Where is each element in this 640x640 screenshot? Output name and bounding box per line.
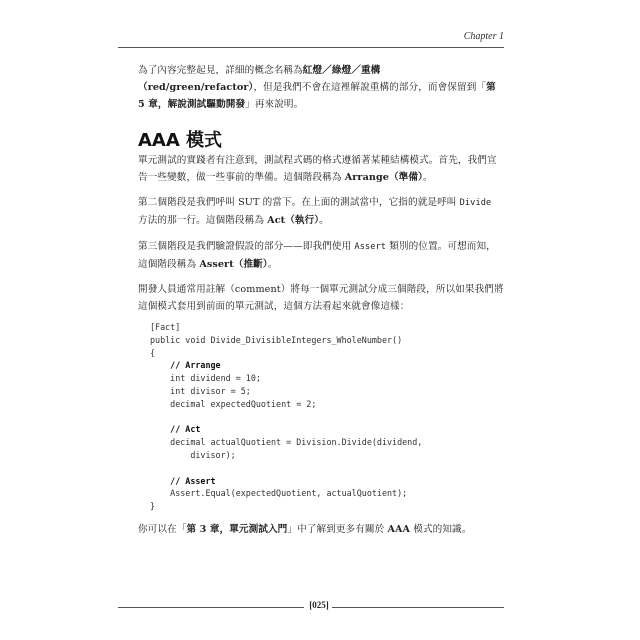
header-rule	[118, 47, 504, 48]
code-line: public void Divide_DivisibleIntegers_WholeNumber()	[150, 334, 403, 345]
intro-paragraph	[138, 62, 504, 113]
outro-text: 你可以在「	[138, 524, 187, 535]
code-comment-act: // Act	[150, 424, 201, 435]
intro-chapter-ref: 第 5 章，解說測試驅動開發	[138, 82, 496, 110]
assert-paragraph	[138, 238, 504, 273]
intro-text: 為了內容完整起見，詳細的概念名稱為	[138, 65, 303, 76]
outro-term: AAA	[387, 524, 411, 535]
page-number-value: 025	[312, 600, 326, 610]
act-text-mid: 方法的那一行。這個階段稱為	[138, 215, 268, 226]
outro-text-mid: 」中了解到更多有關於	[287, 524, 388, 535]
outro-text-end: 模式的知識。	[410, 524, 472, 535]
footer-rule-left	[118, 607, 304, 608]
outro-paragraph	[138, 521, 504, 538]
page-number: [025]	[309, 600, 329, 610]
code-line: {	[150, 347, 156, 358]
code-line: divisor);	[150, 449, 236, 460]
comment-paragraph: 開發人員通常用註解（comment）將每一個單元測試分成三個階段，所以如果我們將這個模式套用到前面的單元測試，這個方法看起來就會像這樣：	[138, 284, 504, 312]
section-title: AAA 模式	[138, 130, 223, 151]
code-line: [Fact]	[150, 322, 181, 332]
page-footer	[118, 600, 504, 614]
arrange-term: Arrange（準備）	[344, 172, 423, 183]
footer-rule-right	[332, 607, 504, 608]
assert-code: Assert	[354, 242, 387, 252]
intro-text-end: 」再來說明。	[245, 99, 304, 110]
code-line: int dividend = 10;	[150, 373, 261, 384]
arrange-text: 單元測試的實踐者有注意到，測試程式碼的格式遵循著某種結構模式。首先，我們宣告一些變數，做一些事前的準備。這個階段稱為	[138, 155, 497, 183]
code-line: decimal actualQuotient = Division.Divide(dividend,	[150, 437, 423, 448]
code-line: }	[150, 501, 156, 512]
arrange-paragraph	[138, 152, 504, 186]
outro-chapter-ref: 第 3 章，單元測試入門	[186, 524, 288, 535]
arrange-text-end: 。	[422, 172, 433, 183]
code-comment-assert: // Assert	[150, 475, 216, 486]
intro-text-mid: ，但是我們不會在這裡解說重構的部分，而會保留到「	[253, 82, 487, 93]
code-line: decimal expectedQuotient = 2;	[150, 398, 317, 409]
code-line: Assert.Equal(expectedQuotient, actualQuotient);	[150, 488, 408, 499]
assert-text: 第三個階段是我們驗證假設的部分——即我們使用	[138, 241, 355, 252]
act-text-end: 。	[319, 215, 329, 226]
act-text: 第二個階段是我們呼叫 SUT 的當下。在上面的測試當中，它指的就是呼叫	[138, 197, 460, 208]
intro-terms: 紅燈／綠燈／重構（red/green/refactor）	[138, 65, 381, 93]
code-comment-arrange: // Arrange	[150, 360, 221, 371]
assert-term: Assert（推斷）	[199, 259, 268, 270]
running-head: Chapter 1	[463, 31, 504, 42]
code-listing	[150, 321, 422, 513]
divide-code: Divide	[459, 198, 492, 208]
act-term: Act（執行）	[267, 215, 320, 226]
assert-text-end: 。	[267, 259, 278, 270]
act-paragraph	[138, 194, 504, 229]
code-line: int divisor = 5;	[150, 385, 251, 396]
assert-text-mid: 類別的位置。可想而知，這個階段稱為	[138, 241, 496, 270]
